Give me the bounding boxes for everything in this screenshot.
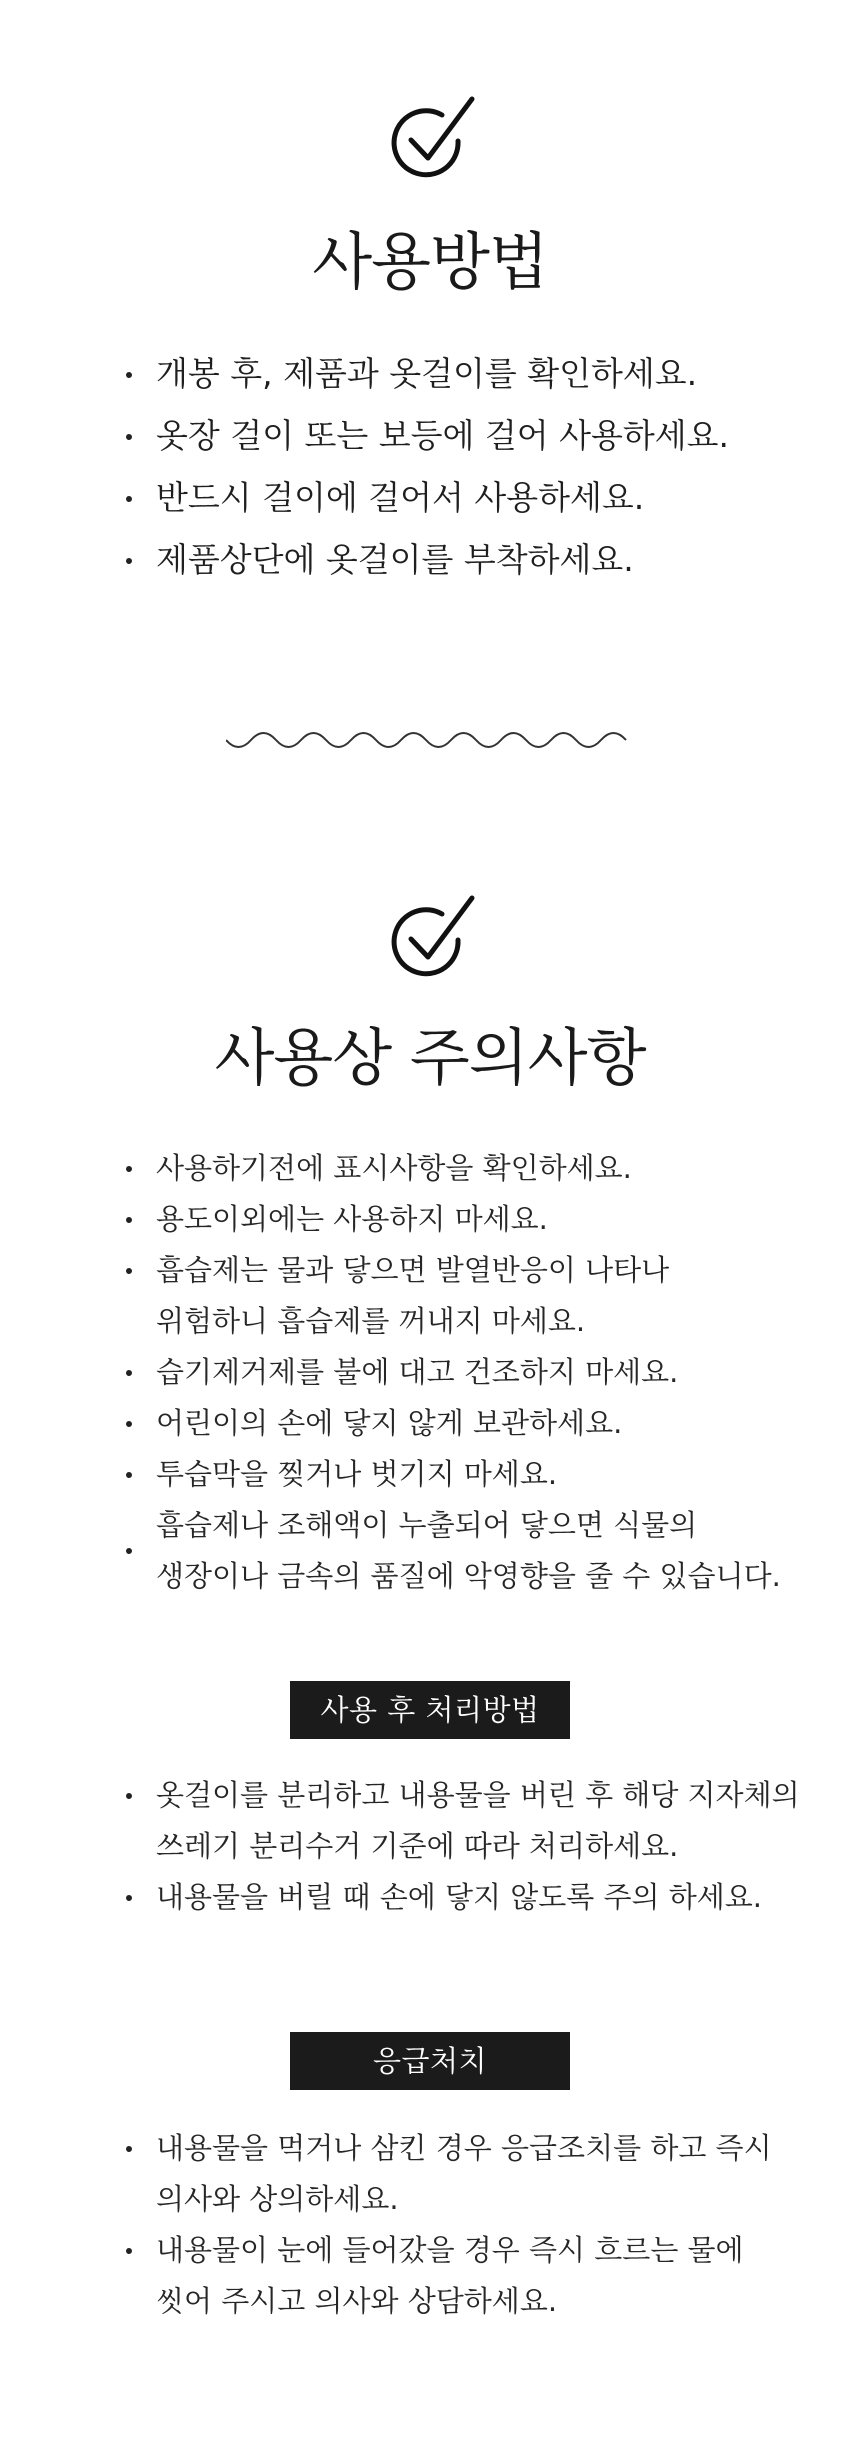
- bullet-icon: [126, 1472, 132, 1478]
- first-aid-label: 응급처치: [290, 2032, 570, 2090]
- list-item: 사용하기전에 표시사항을 확인하세요.: [118, 1143, 781, 1194]
- bullet-icon: [126, 1217, 132, 1223]
- list-item: 습기제거제를 불에 대고 건조하지 마세요.: [118, 1347, 781, 1398]
- list-item: 투습막을 찢거나 벗기지 마세요.: [118, 1449, 781, 1500]
- checkmark-circle-icon: [380, 893, 480, 993]
- disposal-list: [118, 1770, 800, 1923]
- section-title-caution: 사용상 주의사항: [214, 1021, 646, 1094]
- checkmark-circle-icon: [380, 94, 480, 194]
- bullet-icon: [126, 1895, 132, 1901]
- bullet-icon: [126, 2248, 132, 2254]
- bullet-icon: [126, 1793, 132, 1799]
- list-item: 흡습제는 물과 닿으면 발열반응이 나타나 위험하니 흡습제를 꺼내지 마세요.: [118, 1245, 781, 1347]
- bullet-icon: [126, 1268, 132, 1274]
- bullet-icon: [126, 2146, 132, 2152]
- list-item: 옷장 걸이 또는 보등에 걸어 사용하세요.: [118, 405, 729, 467]
- disposal-label: 사용 후 처리방법: [290, 1681, 570, 1739]
- bullet-icon: [126, 1421, 132, 1427]
- bullet-icon: [126, 1370, 132, 1376]
- bullet-icon: [126, 372, 132, 378]
- list-item: 반드시 걸이에 걸어서 사용하세요.: [118, 467, 729, 529]
- list-item: 용도이외에는 사용하지 마세요.: [118, 1194, 781, 1245]
- bullet-icon: [126, 1548, 132, 1554]
- list-item: 내용물이 눈에 들어갔을 경우 즉시 흐르는 물에 씻어 주시고 의사와 상담하세요.: [118, 2225, 772, 2327]
- caution-list: [118, 1143, 781, 1602]
- list-item: 제품상단에 옷걸이를 부착하세요.: [118, 529, 729, 591]
- bullet-icon: [126, 558, 132, 564]
- list-item: 내용물을 버릴 때 손에 닿지 않도록 주의 하세요.: [118, 1872, 800, 1923]
- list-item: 어린이의 손에 닿지 않게 보관하세요.: [118, 1398, 781, 1449]
- list-item: 내용물을 먹거나 삼킨 경우 응급조치를 하고 즉시 의사와 상의하세요.: [118, 2123, 772, 2225]
- section-title-usage: 사용방법: [312, 225, 548, 298]
- wave-divider-icon: [226, 720, 636, 760]
- bullet-icon: [126, 434, 132, 440]
- list-item: 개봉 후, 제품과 옷걸이를 확인하세요.: [118, 343, 729, 405]
- list-item: 옷걸이를 분리하고 내용물을 버린 후 해당 지자체의 쓰레기 분리수거 기준에 따라 처리하세요.: [118, 1770, 800, 1872]
- bullet-icon: [126, 496, 132, 502]
- bullet-icon: [126, 1166, 132, 1172]
- first-aid-list: [118, 2123, 772, 2327]
- usage-list: [118, 343, 729, 591]
- list-item: 흡습제나 조해액이 누출되어 닿으면 식물의 생장이나 금속의 품질에 악영향을 줄 수 있습니다.: [118, 1500, 781, 1602]
